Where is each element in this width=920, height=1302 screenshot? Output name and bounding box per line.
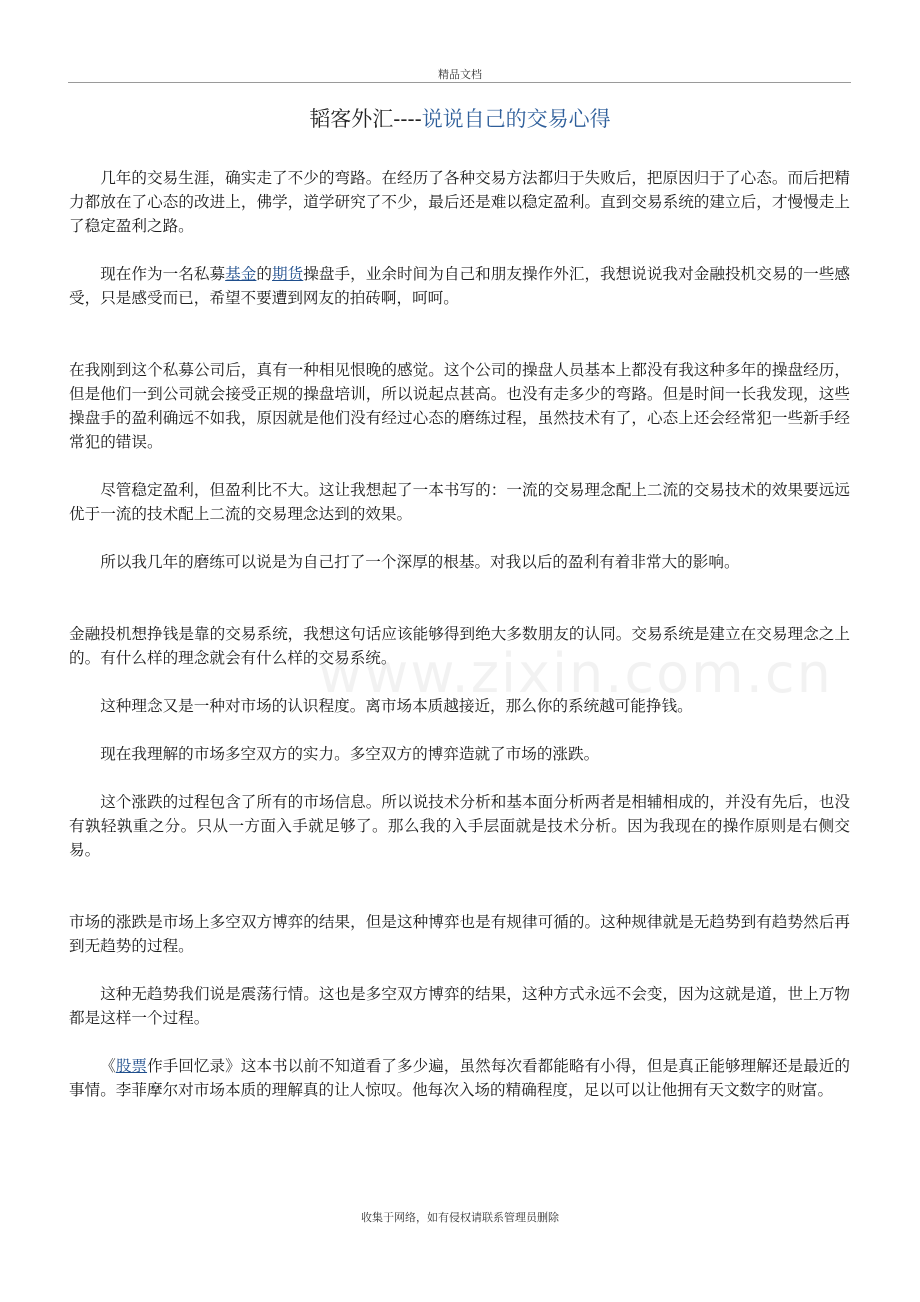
p2-text-post: 操盘手，业余时间为自己和朋友操作外汇，我想说说我对金融投机交易的一些感受，只是感受而已，希望不要遭到网友的拍砖啊，呵呵。 bbox=[69, 265, 850, 307]
paragraph-8: 现在我理解的市场多空双方的实力。多空双方的博弈造就了市场的涨跌。 bbox=[100, 745, 600, 763]
paragraph-1: 几年的交易生涯，确实走了不少的弯路。在经历了各种交易方法都归于失败后，把原因归于了心态。而后把精力都放在了心态的改进上，佛学，道学研究了不少，最后还是难以稳定盈利。直到交易系统的建立后，才慢慢走上了稳定盈利之路。 bbox=[69, 169, 850, 235]
paragraph-12 bbox=[69, 1054, 850, 1102]
paragraph-5: 所以我几年的磨练可以说是为自己打了一个深厚的根基。对我以后的盈利有着非常大的影响。 bbox=[100, 553, 740, 571]
link-qihuo[interactable]: 期货 bbox=[272, 265, 304, 283]
paragraph-4: 尽管稳定盈利，但盈利比不大。这让我想起了一本书写的：一流的交易理念配上二流的交易技术的效果要远远优于一流的技术配上二流的交易理念达到的效果。 bbox=[69, 481, 850, 523]
paragraph-9: 这个涨跌的过程包含了所有的市场信息。所以说技术分析和基本面分析两者是相辅相成的，并没有先后，也没有孰轻孰重之分。只从一方面入手就足够了。那么我的入手层面就是技术分析。因为我现在的操作原则是右侧交易。 bbox=[69, 793, 850, 859]
header-divider bbox=[68, 82, 851, 83]
paragraph-2 bbox=[69, 262, 850, 310]
link-jijin[interactable]: 基金 bbox=[225, 265, 257, 283]
link-gupiao[interactable]: 股票 bbox=[115, 1057, 148, 1075]
watermark: www.zixin.com.cn bbox=[318, 642, 833, 705]
title-prefix: 韬客外汇---- bbox=[309, 107, 422, 131]
paragraph-6: 金融投机想挣钱是靠的交易系统，我想这句话应该能够得到绝大多数朋友的认同。交易系统是建立在交易理念之上的。有什么样的理念就会有什么样的交易系统。 bbox=[69, 625, 850, 667]
document-title bbox=[0, 104, 920, 134]
p12-text-pre: 《 bbox=[100, 1057, 116, 1075]
p2-text-mid: 的 bbox=[256, 265, 273, 283]
p12-text-post: 作手回忆录》这本书以前不知道看了多少遍，虽然每次看都能略有小得，但是真正能够理解还是最近的事情。李菲摩尔对市场本质的理解真的让人惊叹。他每次入场的精确程度，足以可以让他拥有天文数字的财富。 bbox=[69, 1057, 850, 1099]
paragraph-3: 在我刚到这个私募公司后，真有一种相见恨晚的感觉。这个公司的操盘人员基本上都没有我这种多年的操盘经历，但是他们一到公司就会接受正规的操盘培训，所以说起点甚高。也没有走多少的弯路。但是时间一长我发现，这些操盘手的盈利确远不如我，原因就是他们没有经过心态的磨练过程，虽然技术有了，心态上还会经常犯一些新手经常犯的错误。 bbox=[69, 361, 850, 451]
document-body bbox=[69, 166, 850, 1102]
paragraph-7: 这种理念又是一种对市场的认识程度。离市场本质越接近，那么你的系统越可能挣钱。 bbox=[100, 697, 693, 715]
p2-text-pre: 现在作为一名私募 bbox=[100, 265, 226, 283]
page-footer-label: 收集于网络，如有侵权请联系管理员删除 bbox=[361, 1211, 559, 1224]
paragraph-10: 市场的涨跌是市场上多空双方博弈的结果，但是这种博弈也是有规律可循的。这种规律就是无趋势到有趋势然后再到无趋势的过程。 bbox=[69, 913, 850, 955]
title-main: 说说自己的交易心得 bbox=[421, 107, 611, 131]
page-header-label: 精品文档 bbox=[438, 68, 482, 81]
paragraph-11: 这种无趋势我们说是震荡行情。这也是多空双方博弈的结果，这种方式永远不会变，因为这就是道，世上万物都是这样一个过程。 bbox=[69, 985, 850, 1027]
